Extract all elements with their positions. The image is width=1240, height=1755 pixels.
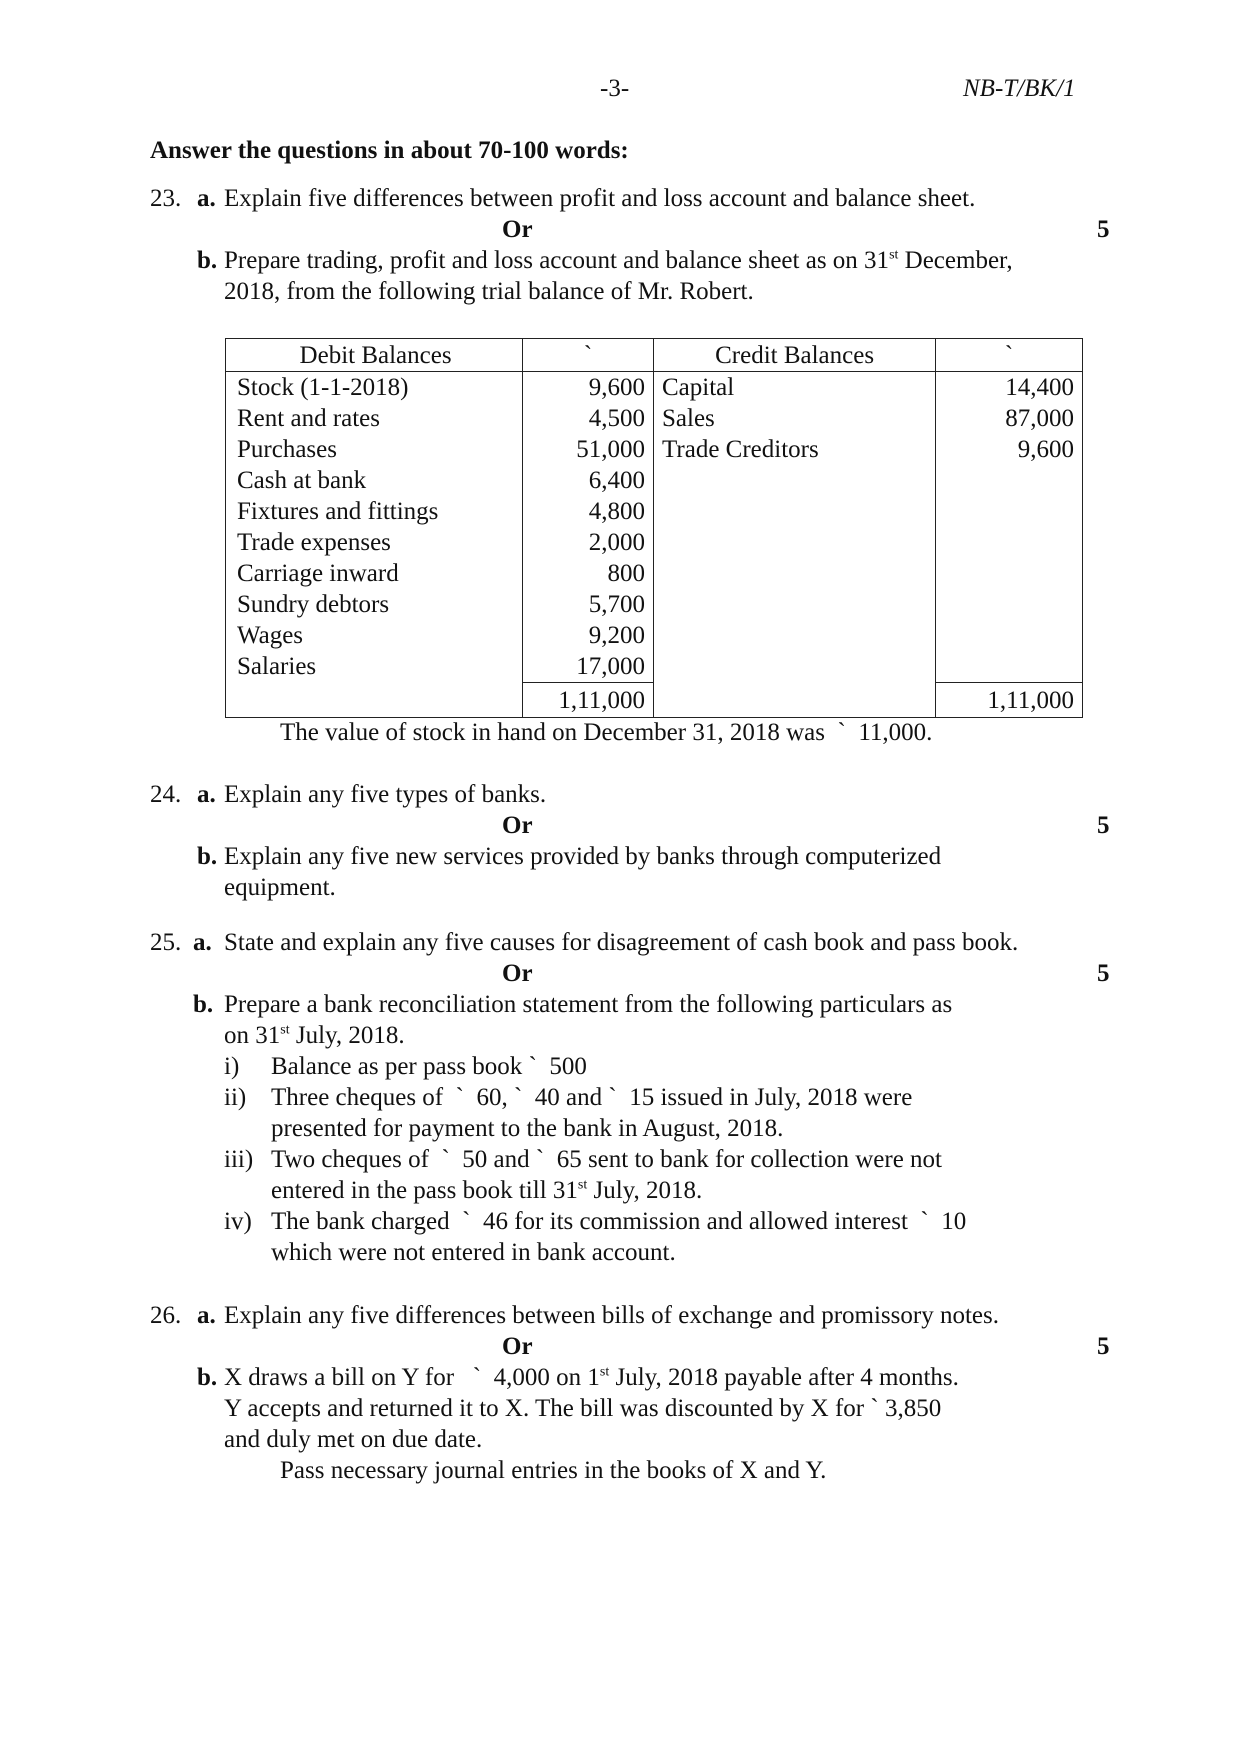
credit-amount: 87,000 xyxy=(936,403,1083,434)
option-a-text: Explain any five types of banks. xyxy=(224,781,547,808)
debit-account: Wages xyxy=(226,620,523,651)
option-b-label: b. xyxy=(197,247,218,274)
debit-amount: 800 xyxy=(523,558,654,589)
debit-account: Sundry debtors xyxy=(226,589,523,620)
option-a-label: a. xyxy=(197,185,216,212)
table-row xyxy=(226,403,1083,434)
option-b-label: b. xyxy=(197,1364,218,1391)
credit-account xyxy=(654,527,936,558)
marks: 5 xyxy=(1097,960,1110,987)
item-label: i) xyxy=(224,1053,240,1080)
debit-amount: 17,000 xyxy=(523,651,654,683)
credit-amount xyxy=(936,465,1083,496)
debit-amount: 5,700 xyxy=(523,589,654,620)
item-text: The bank charged ` 46 for its commission and allowed interest ` 10 xyxy=(271,1208,967,1235)
header-credit-balances: Credit Balances xyxy=(654,339,936,372)
debit-account: Cash at bank xyxy=(226,465,523,496)
marks: 5 xyxy=(1097,216,1110,243)
item-label: ii) xyxy=(224,1084,247,1111)
credit-amount: 9,600 xyxy=(936,434,1083,465)
debit-amount: 9,600 xyxy=(523,372,654,404)
credit-account xyxy=(654,651,936,683)
trial-balance-table xyxy=(225,338,1083,718)
item-text-line2: presented for payment to the bank in August, 2018. xyxy=(271,1115,784,1142)
total-blank-cell xyxy=(654,683,936,718)
credit-account xyxy=(654,465,936,496)
debit-amount: 4,800 xyxy=(523,496,654,527)
credit-account: Trade Creditors xyxy=(654,434,936,465)
marks: 5 xyxy=(1097,812,1110,839)
question-number: 23. xyxy=(150,185,182,212)
debit-account: Rent and rates xyxy=(226,403,523,434)
option-b-text-line1: Prepare a bank reconciliation statement from the following particulars as xyxy=(224,991,953,1018)
section-instruction: Answer the questions in about 70-100 words: xyxy=(150,137,629,164)
debit-amount: 6,400 xyxy=(523,465,654,496)
question-number: 25. xyxy=(150,929,182,956)
table-header-row xyxy=(226,339,1083,372)
credit-account xyxy=(654,496,936,527)
item-label: iv) xyxy=(224,1208,252,1235)
option-b-text-line1: X draws a bill on Y for ` 4,000 on 1st July, 2018 payable after 4 months. xyxy=(224,1364,959,1391)
option-a-text: Explain any five differences between bills of exchange and promissory notes. xyxy=(224,1302,999,1329)
option-a-text: State and explain any five causes for disagreement of cash book and pass book. xyxy=(224,929,1019,956)
credit-amount xyxy=(936,589,1083,620)
debit-account: Carriage inward xyxy=(226,558,523,589)
total-blank-cell xyxy=(226,683,523,718)
credit-amount: 14,400 xyxy=(936,372,1083,404)
question-number: 26. xyxy=(150,1302,182,1329)
option-b-text-line2: 2018, from the following trial balance of Mr. Robert. xyxy=(224,278,754,305)
debit-amount: 2,000 xyxy=(523,527,654,558)
debit-account: Salaries xyxy=(226,651,523,683)
option-b-text-line1: Explain any five new services provided by banks through computerized xyxy=(224,843,942,870)
credit-amount xyxy=(936,496,1083,527)
or-label: Or xyxy=(502,812,533,839)
table-row xyxy=(226,465,1083,496)
credit-account xyxy=(654,620,936,651)
item-text: Balance as per pass book ` 500 xyxy=(271,1053,587,1080)
header-rupee-symbol: ` xyxy=(936,339,1083,372)
credit-account xyxy=(654,589,936,620)
table-row xyxy=(226,589,1083,620)
table-row xyxy=(226,527,1083,558)
option-a-label: a. xyxy=(197,781,216,808)
or-label: Or xyxy=(502,960,533,987)
debit-account: Trade expenses xyxy=(226,527,523,558)
debit-account: Purchases xyxy=(226,434,523,465)
question-number: 24. xyxy=(150,781,182,808)
option-a-text: Explain five differences between profit and loss account and balance sheet. xyxy=(224,185,976,212)
table-row xyxy=(226,434,1083,465)
debit-account: Fixtures and fittings xyxy=(226,496,523,527)
marks: 5 xyxy=(1097,1333,1110,1360)
item-text-line2: entered in the pass book till 31st July, 2018. xyxy=(271,1177,703,1204)
total-credit: 1,11,000 xyxy=(936,683,1083,718)
option-b-text-line2: equipment. xyxy=(224,874,336,901)
table-row xyxy=(226,372,1083,404)
debit-amount: 51,000 xyxy=(523,434,654,465)
item-label: iii) xyxy=(224,1146,254,1173)
debit-account: Stock (1-1-2018) xyxy=(226,372,523,404)
credit-account: Capital xyxy=(654,372,936,404)
item-text: Two cheques of ` 50 and ` 65 sent to bank for collection were not xyxy=(271,1146,943,1173)
credit-amount xyxy=(936,558,1083,589)
debit-amount: 4,500 xyxy=(523,403,654,434)
credit-amount xyxy=(936,527,1083,558)
item-text: Three cheques of ` 60, ` 40 and ` 15 issued in July, 2018 were xyxy=(271,1084,913,1111)
option-b-text-line3: and duly met on due date. xyxy=(224,1426,483,1453)
or-label: Or xyxy=(502,1333,533,1360)
item-text-line2: which were not entered in bank account. xyxy=(271,1239,676,1266)
paper-code: NB-T/BK/1 xyxy=(963,75,1076,102)
total-debit: 1,11,000 xyxy=(523,683,654,718)
option-b-text-line4: Pass necessary journal entries in the books of X and Y. xyxy=(280,1457,827,1484)
option-b-label: b. xyxy=(193,991,214,1018)
table-row xyxy=(226,558,1083,589)
option-a-label: a. xyxy=(197,1302,216,1329)
option-b-text-line1: Prepare trading, profit and loss account and balance sheet as on 31st December, xyxy=(224,247,1013,274)
credit-amount xyxy=(936,651,1083,683)
or-label: Or xyxy=(502,216,533,243)
option-b-text-line2: Y accepts and returned it to X. The bill was discounted by X for ` 3,850 xyxy=(224,1395,942,1422)
table-total-row xyxy=(226,683,1083,718)
header-rupee-symbol: ` xyxy=(523,339,654,372)
option-b-label: b. xyxy=(197,843,218,870)
page-number: -3- xyxy=(600,75,630,102)
option-b-text-line2: on 31st July, 2018. xyxy=(224,1022,405,1049)
table-row xyxy=(226,620,1083,651)
table-row xyxy=(226,651,1083,683)
credit-account xyxy=(654,558,936,589)
table-row xyxy=(226,496,1083,527)
option-a-label: a. xyxy=(193,929,212,956)
closing-stock-note: The value of stock in hand on December 31, 2018 was ` 11,000. xyxy=(280,719,933,746)
credit-amount xyxy=(936,620,1083,651)
credit-account: Sales xyxy=(654,403,936,434)
debit-amount: 9,200 xyxy=(523,620,654,651)
header-debit-balances: Debit Balances xyxy=(226,339,523,372)
